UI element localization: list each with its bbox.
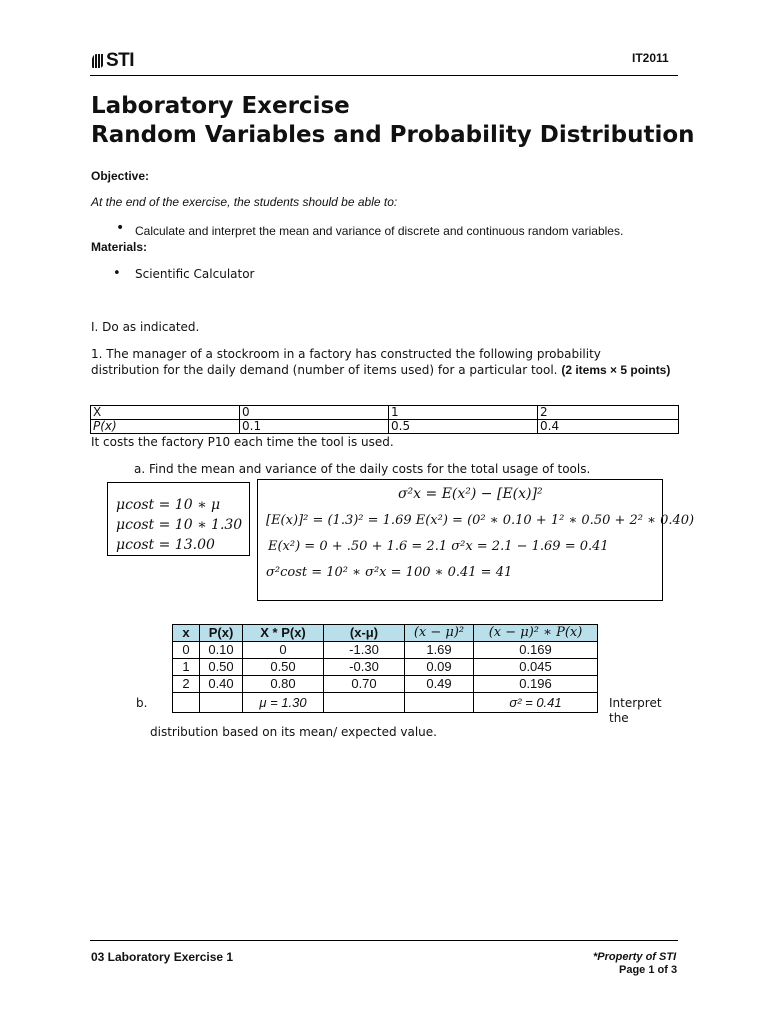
- table-cell: 0.10: [200, 642, 243, 659]
- sti-logo: [92, 50, 134, 72]
- materials-heading: Materials:: [91, 240, 148, 254]
- mean-box: [107, 482, 250, 556]
- table-cell: 0: [243, 642, 324, 659]
- footer-page-number: Page 1 of 3: [619, 964, 678, 976]
- footer-divider: [90, 940, 678, 941]
- table-header-row: [173, 625, 598, 642]
- item-b-label: b.: [136, 696, 148, 710]
- table-cell: [173, 693, 200, 713]
- table-cell: 0.1: [240, 420, 389, 434]
- table-row: [91, 420, 679, 434]
- table-cell: 0.045: [474, 659, 598, 676]
- logo-text: STI: [106, 50, 135, 71]
- table-cell: 1.69: [405, 642, 474, 659]
- problem-points: (2 items × 5 points): [561, 363, 671, 377]
- header-divider: [90, 75, 678, 76]
- item-b-right-2: the: [609, 711, 629, 725]
- table-row: [173, 659, 598, 676]
- table-total-row: [173, 693, 598, 713]
- item-b-right-1: Interpret: [609, 696, 662, 710]
- table-cell: 0: [173, 642, 200, 659]
- table-cell: 0.40: [200, 676, 243, 693]
- table-cell: 0.80: [243, 676, 324, 693]
- table-cell: 0.196: [474, 676, 598, 693]
- table-cell: 0.169: [474, 642, 598, 659]
- cost-text: It costs the factory P10 each time the tool is used.: [91, 435, 394, 449]
- table-cell: 1: [389, 406, 538, 420]
- objective-bullet: Calculate and interpret the mean and variance of discrete and continuous random variables.: [135, 224, 624, 238]
- objective-heading: Objective:: [91, 169, 150, 183]
- variance-line-4: σ²cost = 10² ∗ σ²x = 100 ∗ 0.41 = 41: [266, 565, 513, 580]
- mean-line-2: μcost = 10 ∗ 1.30: [116, 517, 243, 533]
- table-row: [173, 642, 598, 659]
- table-row: [91, 406, 679, 420]
- materials-bullet: Scientific Calculator: [135, 267, 255, 281]
- table-cell: 0.49: [405, 676, 474, 693]
- table-cell: [405, 693, 474, 713]
- table-cell: -0.30: [324, 659, 405, 676]
- item-b-text: distribution based on its mean/ expected value.: [150, 725, 437, 739]
- mean-line-3: μcost = 13.00: [116, 537, 215, 553]
- table-cell: -1.30: [324, 642, 405, 659]
- table-cell: [200, 693, 243, 713]
- problem-statement: 1. The manager of a stockroom in a factory has constructed the following probability distribution for the daily demand (number of items used) for a particular tool.: [91, 347, 601, 377]
- table-cell: 0.5: [389, 420, 538, 434]
- variance-line-2: [E(x)]² = (1.3)² = 1.69 E(x²) = (0² ∗ 0.10 + 1² ∗ 0.50 + 2² ∗ 0.40): [266, 513, 695, 528]
- sti-logo-icon: [92, 54, 104, 68]
- variance-line-3: E(x²) = 0 + .50 + 1.6 = 2.1 σ²x = 2.1 − 1.69 = 0.41: [268, 539, 609, 554]
- total-mean-cell: μ = 1.30: [243, 693, 324, 713]
- table-cell: X: [91, 406, 240, 420]
- column-header: (x − μ)²: [405, 625, 474, 642]
- column-header: (x − μ)² ∗ P(x): [474, 625, 598, 642]
- table-cell: [324, 693, 405, 713]
- table-cell: 0.50: [200, 659, 243, 676]
- item-a-text: a. Find the mean and variance of the daily costs for the total usage of tools.: [134, 462, 591, 476]
- table-row: [173, 676, 598, 693]
- distribution-table: [90, 405, 679, 434]
- table-cell: 2: [173, 676, 200, 693]
- table-cell: 0.50: [243, 659, 324, 676]
- table-cell: P(x): [91, 420, 240, 434]
- page-title-line2: Random Variables and Probability Distribution: [91, 122, 695, 148]
- table-cell: 0.09: [405, 659, 474, 676]
- total-variance-cell: σ² = 0.41: [474, 693, 598, 713]
- column-header: (x-μ): [324, 625, 405, 642]
- calculation-table: [172, 624, 598, 713]
- variance-line-1: σ²x = E(x²) − [E(x)]²: [398, 486, 543, 502]
- table-cell: 0.70: [324, 676, 405, 693]
- section-heading: I. Do as indicated.: [91, 320, 200, 334]
- footer-property: *Property of STI: [593, 951, 677, 963]
- footer-left: 03 Laboratory Exercise 1: [91, 950, 234, 964]
- bullet-icon: •: [113, 266, 121, 281]
- variance-box: [257, 479, 695, 601]
- course-code: IT2011: [632, 51, 669, 65]
- table-cell: 2: [538, 406, 679, 420]
- column-header: x: [173, 625, 200, 642]
- table-cell: 0.4: [538, 420, 679, 434]
- table-cell: 0: [240, 406, 389, 420]
- table-cell: 1: [173, 659, 200, 676]
- problem-text: [91, 346, 671, 378]
- mean-line-1: μcost = 10 ∗ μ: [116, 497, 221, 513]
- column-header: P(x): [200, 625, 243, 642]
- page-title-line1: Laboratory Exercise: [91, 93, 350, 119]
- column-header: X * P(x): [243, 625, 324, 642]
- objective-intro: At the end of the exercise, the students should be able to:: [91, 195, 398, 209]
- bullet-icon: •: [116, 220, 125, 236]
